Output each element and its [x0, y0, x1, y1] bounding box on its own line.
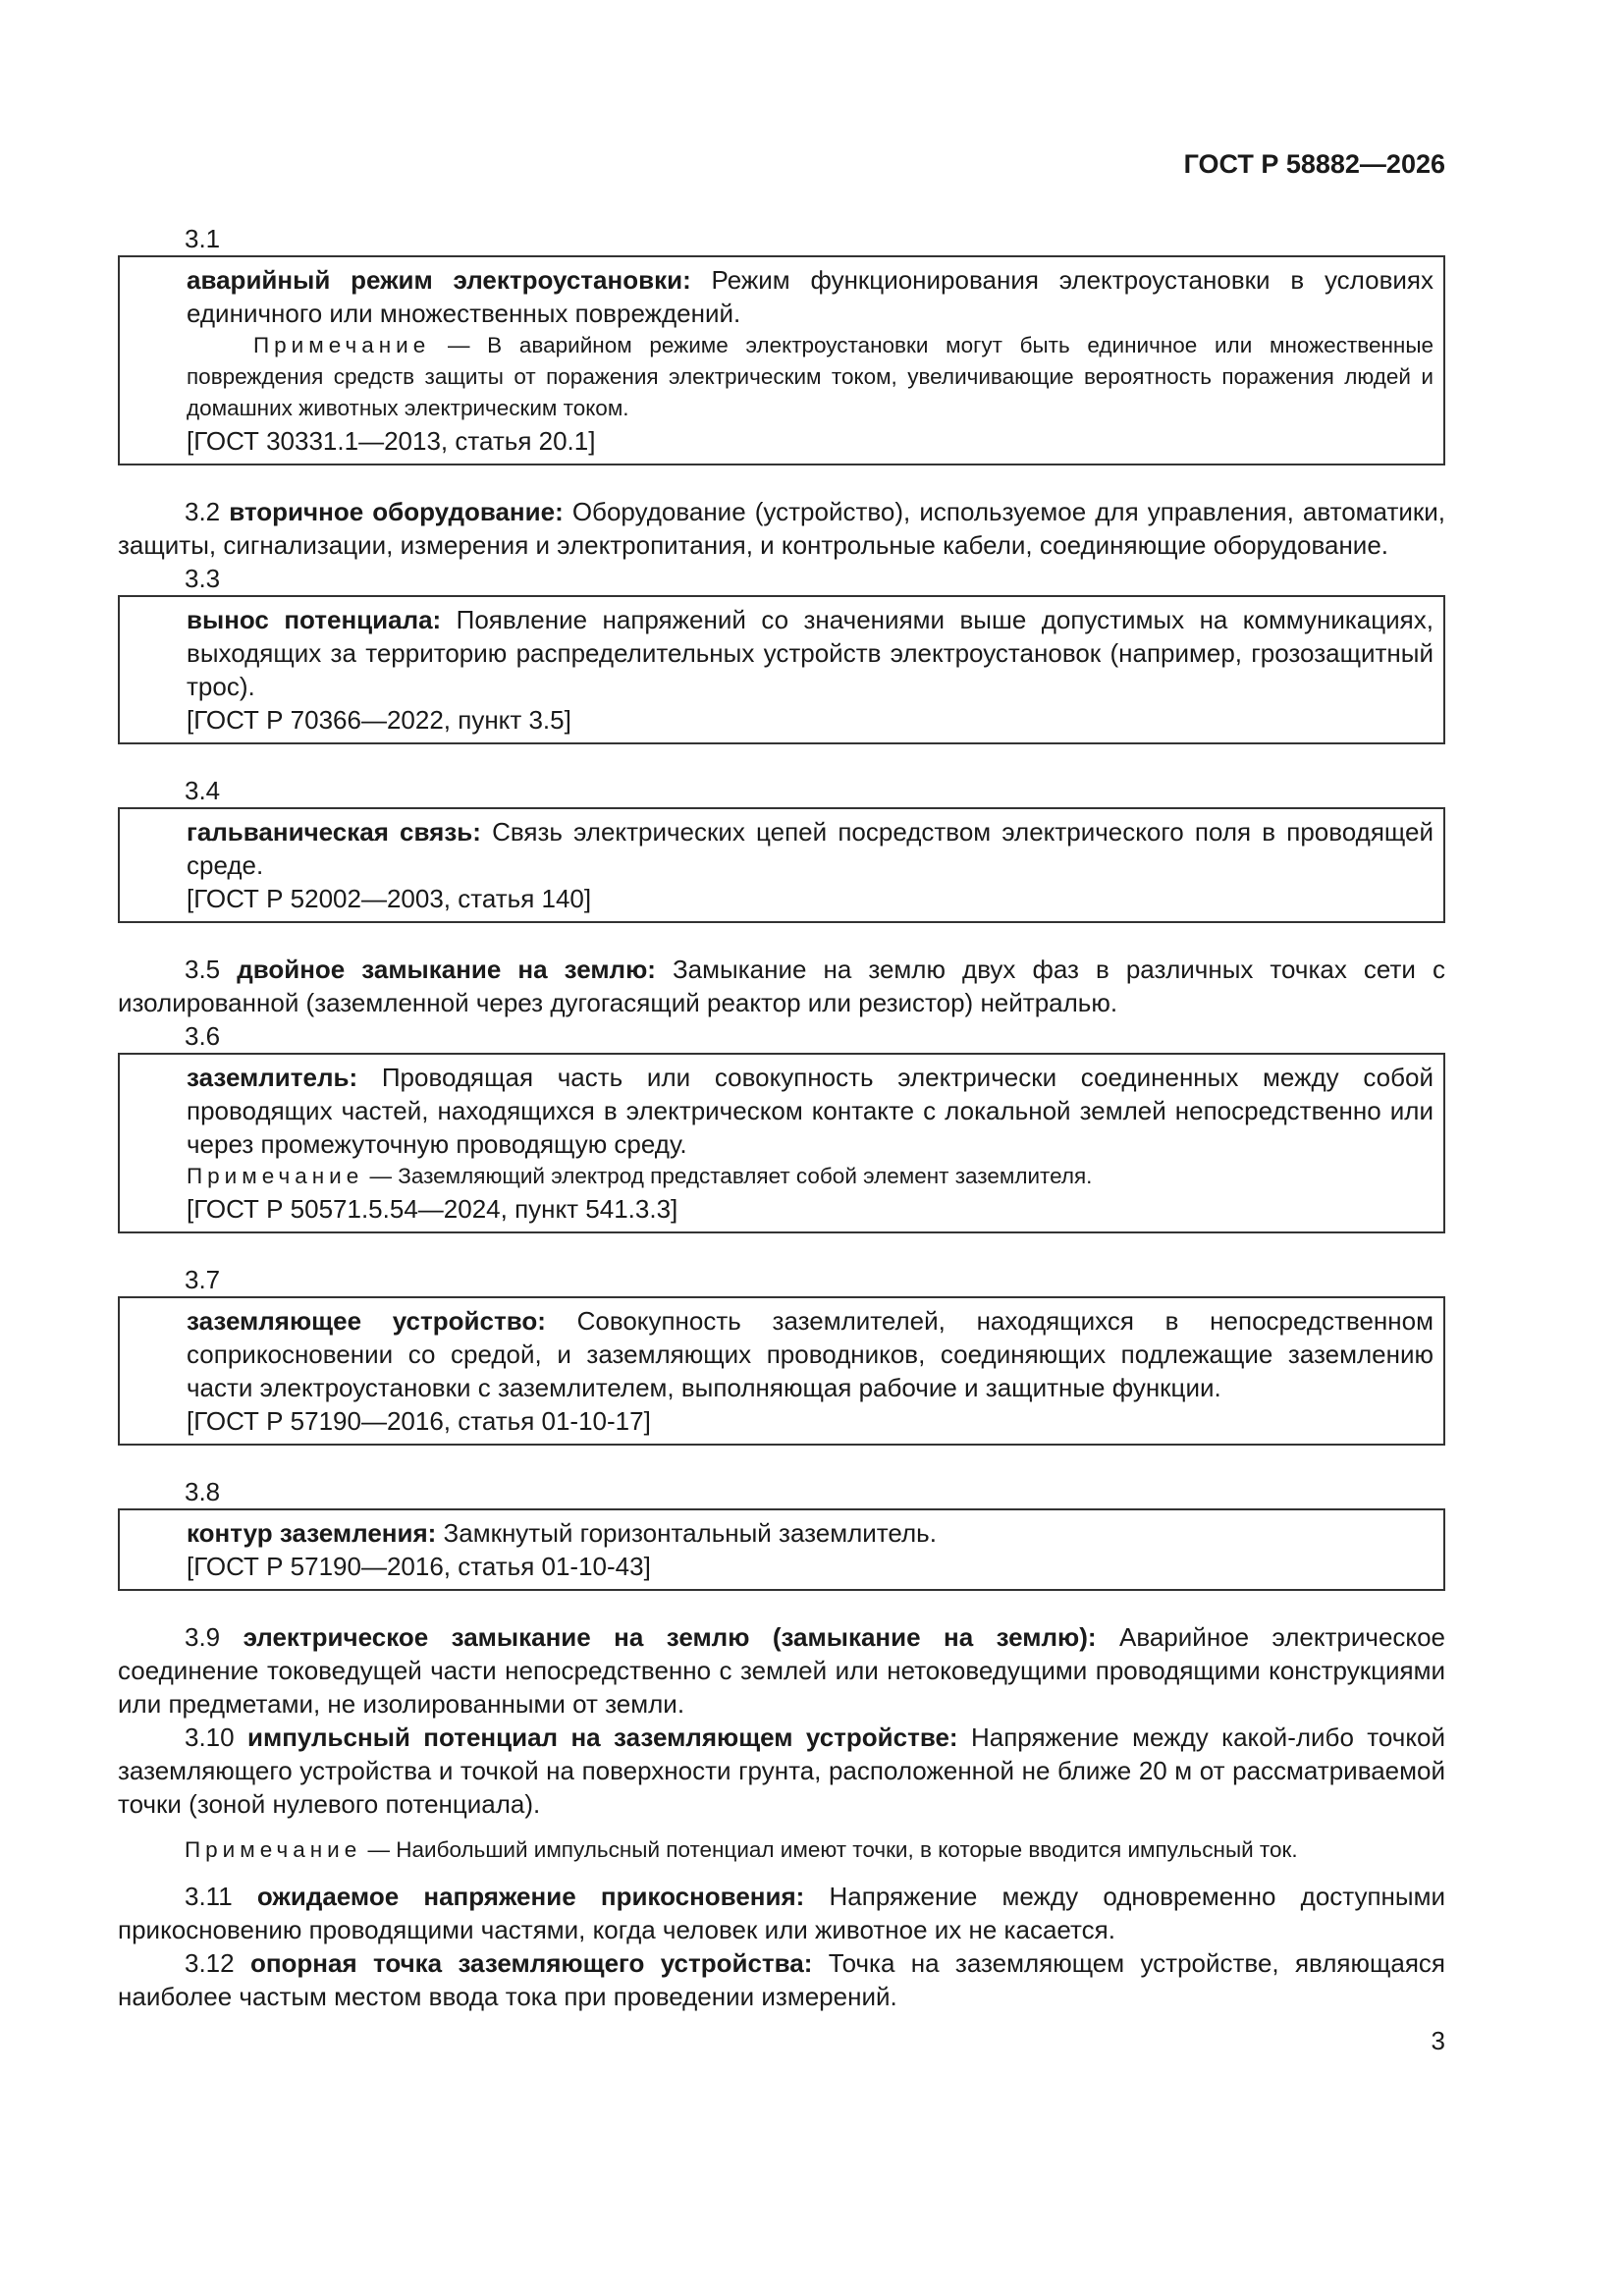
term-text: Связь электрических цепей посредством электрического поля в проводящей среде.	[187, 817, 1434, 880]
term-text: Точка на заземляющем устройстве, являющаяся наиболее частым местом ввода тока при проведении измерений.	[118, 1948, 1446, 2011]
term-paragraph	[118, 495, 1445, 562]
term-text: Оборудование (устройство), используемое для управления, автоматики, защиты, сигнализации, измерения и электропитания, и контрольные кабели, соединяющие оборудование.	[118, 497, 1445, 560]
term-number: 3.3	[185, 564, 221, 593]
term-reference: [ГОСТ Р 50571.5.54—2024, пункт 541.3.3]	[187, 1194, 678, 1224]
note-text: — Заземляющий электрод представляет собой элемент заземлителя.	[363, 1164, 1093, 1188]
term-text: Появление напряжений со значениями выше допустимых на коммуникациях, выходящих за территорию распределительных устройств электроустановок (например, грозозащитный трос).	[187, 605, 1434, 701]
term-paragraph	[118, 953, 1445, 1019]
term-definition	[187, 815, 1434, 882]
term-number: 3.10	[185, 1722, 247, 1752]
term-reference: [ГОСТ 30331.1—2013, статья 20.1]	[187, 426, 596, 456]
term-box	[118, 807, 1445, 923]
term-box	[118, 1053, 1445, 1233]
term-box	[118, 1508, 1445, 1591]
term-number: 3.8	[185, 1477, 221, 1506]
term-name: контур заземления:	[187, 1518, 437, 1548]
term-text: Режим функционирования электроустановки в условиях единичного или множественных повреждений.	[187, 265, 1434, 328]
document-id: ГОСТ Р 58882—2026	[1183, 149, 1445, 179]
term-name: гальваническая связь:	[187, 817, 481, 847]
term-name: аварийный режим электроустановки:	[187, 265, 691, 295]
term-name: импульсный потенциал на заземляющем устройстве:	[247, 1722, 958, 1752]
note-label: Примечание	[185, 1837, 362, 1862]
term-text: Напряжение между какой-либо точкой заземляющего устройства и точкой на поверхности грунта, расположенной не ближе 20 м от рассматриваемой точки (зоной нулевого потенциала).	[118, 1722, 1445, 1819]
term-reference: [ГОСТ Р 70366—2022, пункт 3.5]	[187, 705, 571, 735]
page-number: 3	[1431, 2026, 1445, 2055]
term-reference: [ГОСТ Р 52002—2003, статья 140]	[187, 884, 592, 913]
term-number: 3.12	[185, 1948, 250, 1978]
term-paragraph	[118, 1620, 1445, 1721]
term-reference: [ГОСТ Р 57190—2016, статья 01-10-43]	[187, 1552, 651, 1581]
term-text: Замкнутый горизонтальный заземлитель.	[436, 1518, 937, 1548]
term-number: 3.1	[185, 224, 221, 253]
term-name: заземлитель:	[187, 1063, 358, 1092]
term-box	[118, 255, 1445, 465]
term-definition	[187, 263, 1434, 330]
term-name: электрическое замыкание на землю (замыкание на землю):	[243, 1622, 1097, 1652]
term-name: заземляющее устройство:	[187, 1306, 546, 1336]
note-text: — В аварийном режиме электроустановки могут быть единичное или множественные повреждения средств защиты от поражения электрическим током, увеличивающие вероятность поражения людей и домашних животных электрическим током.	[187, 333, 1434, 420]
term-number: 3.7	[185, 1265, 221, 1294]
note-text: — Наибольший импульсный потенциал имеют точки, в которые вводится импульсный ток.	[361, 1837, 1298, 1862]
term-name: ожидаемое напряжение прикосновения:	[256, 1882, 805, 1911]
note-label: Примечание	[187, 1164, 364, 1188]
term-number: 3.4	[185, 776, 221, 805]
term-number: 3.9	[185, 1622, 243, 1652]
term-box	[118, 595, 1445, 744]
term-definition	[187, 603, 1434, 703]
terms-section	[118, 222, 1445, 2013]
term-name: вторичное оборудование:	[229, 497, 564, 526]
term-text: Аварийное электрическое соединение токоведущей части непосредственно с землей или нетоковедущими проводящими конструкциями или предметами, не изолированными от земли.	[118, 1622, 1445, 1719]
term-paragraph	[118, 1880, 1445, 1946]
term-name: вынос потенциала:	[187, 605, 442, 634]
term-number: 3.11	[185, 1882, 257, 1911]
term-text: Напряжение между одновременно доступными прикосновению проводящими частями, когда человек или животное их не касается.	[118, 1882, 1446, 1944]
term-name: опорная точка заземляющего устройства:	[249, 1948, 813, 1978]
term-reference: [ГОСТ Р 57190—2016, статья 01-10-17]	[187, 1406, 651, 1436]
term-name: двойное замыкание на землю:	[237, 955, 656, 984]
term-note	[187, 330, 1434, 424]
term-number: 3.5	[185, 955, 238, 984]
term-text: Совокупность заземлителей, находящихся в непосредственном соприкосновении со средой, и заземляющих проводников, соединяющих подлежащие заземлению части электроустановки с заземлителем, выполняющая рабочие и защитные функции.	[187, 1306, 1434, 1402]
term-text: Проводящая часть или совокупность электрически соединенных между собой проводящих частей, находящихся в электрическом контакте с локальной землей непосредственно или через промежуточную проводящую среду.	[187, 1063, 1434, 1159]
term-box	[118, 1296, 1445, 1446]
term-paragraph	[118, 1946, 1445, 2013]
term-number: 3.2	[185, 497, 230, 526]
term-paragraph	[118, 1721, 1445, 1821]
term-number: 3.6	[185, 1021, 221, 1051]
term-definition	[187, 1061, 1434, 1161]
term-definition	[187, 1516, 1434, 1550]
term-text: Замыкание на землю двух фаз в различных точках сети с изолированной (заземленной через дугогасящий реактор или резистор) нейтралью.	[118, 955, 1445, 1017]
term-definition	[187, 1304, 1434, 1404]
term-note	[118, 1834, 1445, 1866]
term-note	[187, 1161, 1434, 1192]
note-label: Примечание	[253, 333, 431, 357]
